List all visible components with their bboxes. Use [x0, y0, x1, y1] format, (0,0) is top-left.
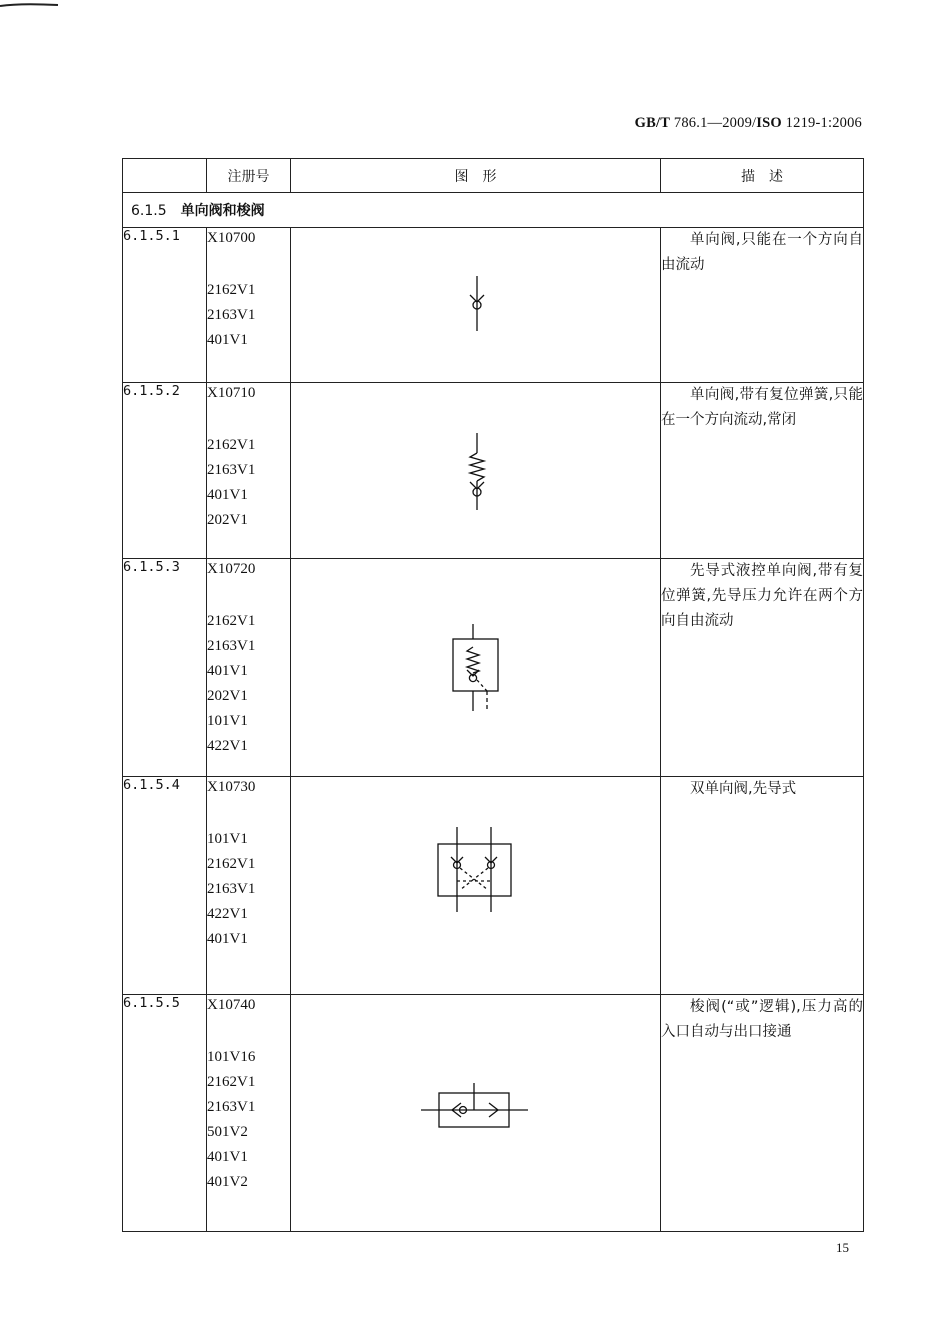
primary-reg: X10730: [207, 779, 256, 795]
item-number: 6.1.5.2: [123, 383, 207, 559]
shuttle-valve-symbol: [291, 995, 661, 1232]
header-description: 描 述: [661, 159, 864, 193]
reg-entry: 2163V1: [207, 881, 256, 897]
table-row: [123, 777, 864, 995]
reg-entry: 401V1: [207, 931, 248, 947]
description: 单向阀,带有复位弹簧,只能在一个方向流动,常闭: [661, 383, 864, 559]
description: 梭阀(“或”逻辑),压力高的入口自动与出口接通: [661, 995, 864, 1232]
section-row: [123, 193, 864, 228]
reg-entry: 401V1: [207, 332, 248, 348]
table-row: [123, 228, 864, 383]
item-number: 6.1.5.1: [123, 228, 207, 383]
reg-entry: 401V1: [207, 487, 248, 503]
reg-entry: 2162V1: [207, 282, 256, 298]
table-row: [123, 559, 864, 777]
standard-code-iso: ISO: [756, 115, 782, 131]
figure-cell: [291, 383, 661, 559]
reg-entry: 2162V1: [207, 856, 256, 872]
check-valve-symbol: [291, 228, 661, 383]
table-row: [123, 383, 864, 559]
figure-cell: [291, 995, 661, 1232]
description: 单向阀,只能在一个方向自由流动: [661, 228, 864, 383]
reg-entry: 2163V1: [207, 462, 256, 478]
registration-cell: [207, 995, 291, 1232]
registration-cell: [207, 383, 291, 559]
item-number: 6.1.5.3: [123, 559, 207, 777]
reg-entry: 202V1: [207, 688, 248, 704]
figure-cell: [291, 777, 661, 995]
reg-entry: 2163V1: [207, 638, 256, 654]
primary-reg: X10710: [207, 385, 256, 401]
standard-code-iso-number: 1219-1:2006: [781, 115, 862, 131]
figure-cell: [291, 559, 661, 777]
section-title: 单向阀和梭阀: [180, 203, 265, 219]
registration-cell: [207, 559, 291, 777]
section-heading: [123, 193, 864, 228]
description: 先导式液控单向阀,带有复位弹簧,先导压力允许在两个方向自由流动: [661, 559, 864, 777]
standard-code-gb: GB/T: [634, 115, 671, 131]
registration-cell: [207, 777, 291, 995]
reg-entry: 202V1: [207, 512, 248, 528]
figure-cell: [291, 228, 661, 383]
reg-entry: 501V2: [207, 1124, 248, 1140]
reg-entry: 2163V1: [207, 1099, 256, 1115]
description: 双单向阀,先导式: [661, 777, 864, 995]
primary-reg: X10700: [207, 230, 256, 246]
reg-entry: 101V1: [207, 713, 248, 729]
double-check-valve-symbol: [291, 777, 661, 995]
reg-entry: 2162V1: [207, 613, 256, 629]
reg-entry: 2162V1: [207, 437, 256, 453]
table-header-row: [123, 159, 864, 193]
reg-entry: 2163V1: [207, 307, 256, 323]
reg-entry: 101V1: [207, 831, 248, 847]
header-reg-no: 注册号: [207, 159, 291, 193]
item-number: 6.1.5.4: [123, 777, 207, 995]
reg-entry: 401V1: [207, 663, 248, 679]
standard-code: [635, 115, 862, 132]
header-figure: 图 形: [291, 159, 661, 193]
reg-entry: 401V1: [207, 1149, 248, 1165]
spring-check-valve-symbol: [291, 383, 661, 559]
item-number: 6.1.5.5: [123, 995, 207, 1232]
reg-entry: 2162V1: [207, 1074, 256, 1090]
section-number: 6.1.5: [131, 203, 167, 219]
table-row: [123, 995, 864, 1232]
standard-code-number: 786.1—2009/: [670, 115, 757, 131]
symbol-table: [122, 158, 864, 1232]
reg-entry: 422V1: [207, 738, 248, 754]
primary-reg: X10740: [207, 997, 256, 1013]
page-number: 15: [836, 1240, 849, 1255]
reg-entry: 422V1: [207, 906, 248, 922]
reg-entry: 401V2: [207, 1174, 248, 1190]
registration-cell: [207, 228, 291, 383]
primary-reg: X10720: [207, 561, 256, 577]
header-number-cell: [123, 159, 207, 193]
scan-edge-mark: [0, 0, 60, 20]
reg-entry: 101V16: [207, 1049, 256, 1065]
pilot-check-valve-symbol: [291, 559, 661, 777]
